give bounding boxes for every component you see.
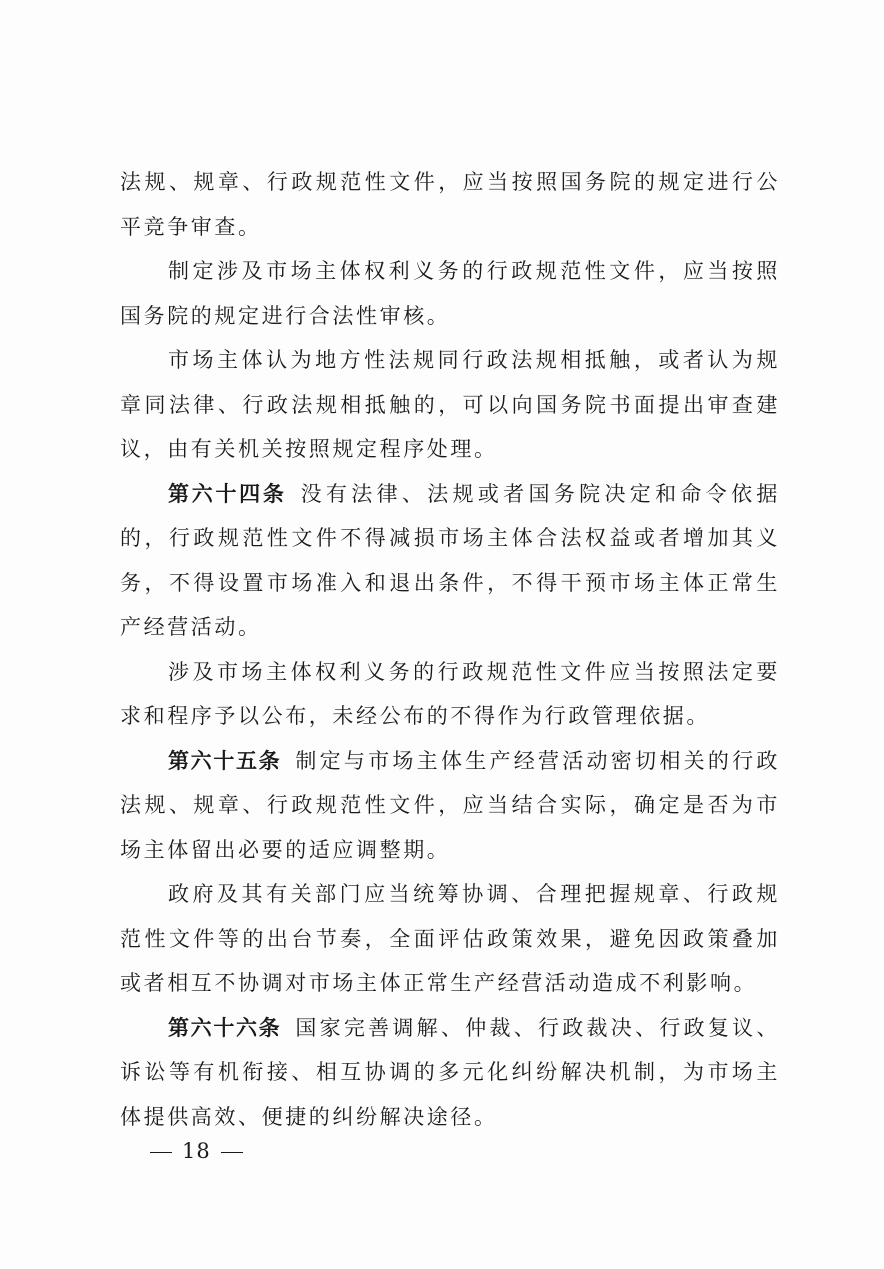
page-number-footer	[140, 1136, 253, 1166]
paragraph-text: 制定涉及市场主体权利义务的行政规范性文件，应当按照国务院的规定进行合法性审核。	[120, 259, 780, 328]
paragraph-text: 市场主体认为地方性法规同行政法规相抵触，或者认为规章同法律、行政法规相抵触的，可以向国务院书面提出审查建议，由有关机关按照规定程序处理。	[120, 348, 780, 461]
article-number: 第六十四条	[168, 481, 287, 506]
article-64	[120, 472, 780, 650]
paragraph-5	[120, 650, 780, 739]
paragraph-text: 国家完善调解、仲裁、行政裁决、行政复议、诉讼等有机衔接、相互协调的多元化纠纷解决机制，为市场主体提供高效、便捷的纠纷解决途径。	[120, 1015, 781, 1129]
paragraph-2	[120, 249, 780, 338]
paragraph-text: 政府及其有关部门应当统筹协调、合理把握规章、行政规范性文件等的出台节奏，全面评估政策效果，避免因政策叠加或者相互不协调对市场主体正常生产经营活动造成不利影响。	[120, 882, 780, 995]
article-66	[120, 1006, 780, 1140]
paragraph-3	[120, 338, 780, 472]
article-65	[120, 739, 780, 873]
paragraph-1	[120, 160, 780, 249]
right-dash	[221, 1152, 243, 1153]
article-number: 第六十五条	[168, 748, 282, 773]
paragraph-7	[120, 872, 780, 1006]
document-body	[120, 160, 780, 1139]
page-number: 18	[182, 1139, 211, 1163]
left-dash	[150, 1152, 172, 1153]
article-number: 第六十六条	[168, 1015, 282, 1040]
paragraph-text: 涉及市场主体权利义务的行政规范性文件应当按照法定要求和程序予以公布，未经公布的不得作为行政管理依据。	[120, 659, 780, 728]
paragraph-text: 制定与市场主体生产经营活动密切相关的行政法规、规章、行政规范性文件，应当结合实际，确定是否为市场主体留出必要的适应调整期。	[120, 748, 781, 862]
paragraph-text: 法规、规章、行政规范性文件，应当按照国务院的规定进行公平竞争审查。	[120, 170, 780, 239]
paragraph-text: 没有法律、法规或者国务院决定和命令依据的，行政规范性文件不得减损市场主体合法权益或者增加其义务，不得设置市场准入和退出条件，不得干预市场主体正常生产经营活动。	[120, 481, 780, 639]
